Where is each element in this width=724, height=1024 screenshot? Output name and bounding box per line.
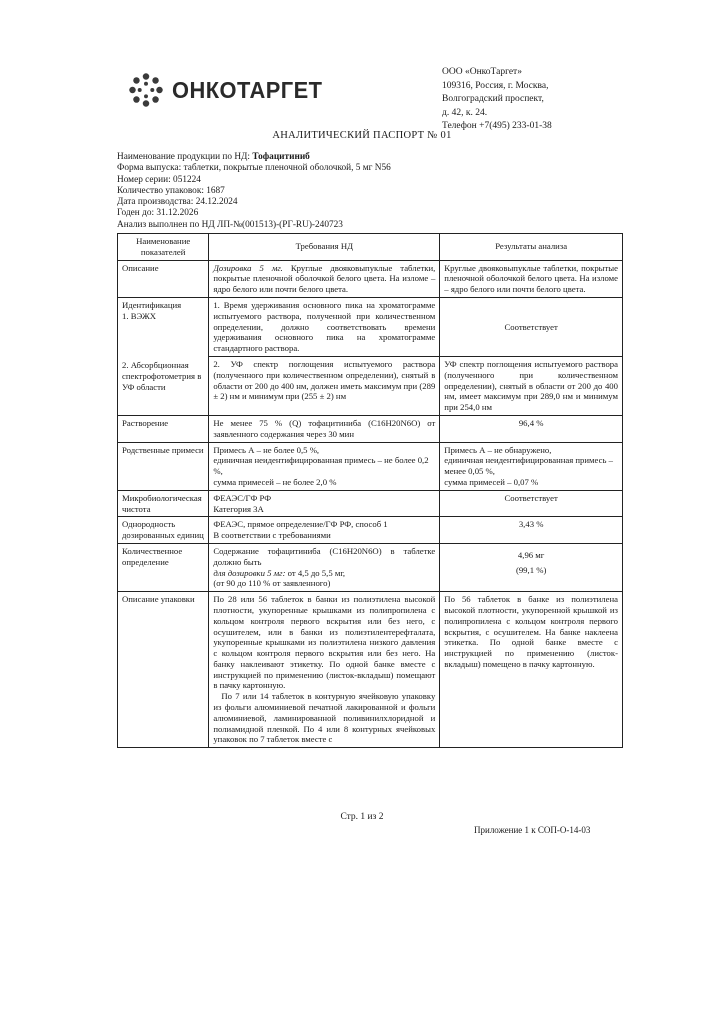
row-name: Родственные примеси [118,442,209,490]
result-cell: УФ спектр поглощения испытуемого раствора (полученного при количественном определении), снятый в области от 200 до 400 нм, имеет максимум при 289,0 нм и минимум при 254,0 нм [440,356,623,415]
result-cell: 4,96 мг (99,1 %) [440,543,623,591]
production-date: Дата производства: 24.12.2024 [117,197,238,208]
header-requirements: Требования НД [209,234,440,261]
result-cell: 96,4 % [440,415,623,442]
company-logo [128,72,330,108]
table-row [118,517,623,544]
series-number: Номер серии: 051224 [117,174,201,185]
requirement-cell: Содержание тофацитиниба (C16H20N6O) в таблетке должно быть для дозировки 5 мг: от 4,5 до 5,5 мг, (от 90 до 110 % от заявленного) [209,543,440,591]
row-name: Микробиологическая чистота [118,490,209,517]
result-cell: Круглые двояковыпуклые таблетки, покрытые пленочной оболочкой белого цвета. На изломе – ядро белого или почти белого цвета. [440,260,623,297]
company-address-line: Волгоградский проспект, [442,94,544,104]
requirement-cell: По 28 или 56 таблеток в банки из полиэтилена высокой плотности, укупоренные крышками из полипропилена с кольцом контроля первого вскрытия или без него, с осушителем, или в банки из полиэтилентерефталата, укупоренные крышками из полиэтилена низкого давления с кольцом контроля первого вскрытия или без него. На банку наклеивают этикетку. По одной банке вместе с инструкцией по применению (листок-вкладыш) помещают в пачку картонную. По 7 или 14 таблеток в контурную ячейковую упаковку из фольги алюминиевой печатной лакированной и фольги алюминиевой, ламинированной поливинилхлоридной и полиамидной пленкой. По 4 или 8 контурных ячейковых упаковок по 7 таблеток вместе с [209,592,440,748]
company-address-line: д. 42, к. 24. [442,107,488,118]
table-row [118,490,623,517]
row-name: Описание [118,260,209,297]
package-count: Количество упаковок: 1687 [117,185,225,196]
expiry-date: Годен до: 31.12.2026 [117,208,199,219]
result-cell: По 56 таблеток в банке из полиэтилена высокой плотности, укупоренной крышкой из полипропилена с кольцом контроля первого вскрытия, с осушителем. На банке наклеена этикетка. По одной банке вместе с инструкцией по применению (листок-вкладыш) помещено в пачку картонную. [440,592,623,748]
requirement-cell: Примесь А – не более 0,5 %, единичная неидентифицированная примесь – не более 0,2 %, сумма примесей – не более 2,0 % [209,442,440,490]
table-row [118,442,623,490]
company-phone: Телефон +7(495) 233-01-38 [442,121,552,131]
result-cell: 3,43 % [440,517,623,544]
requirement-cell: ФЕАЭС/ГФ РФ Категория 3А [209,490,440,517]
requirement-cell: 2. УФ спектр поглощения испытуемого раствора (полученного при количественном определении), снятый в области от 200 до 400 нм, должен иметь максимум при (289 ± 2) нм и минимум при (255 ± 2) нм [209,356,440,415]
company-address-line: 109316, Россия, г. Москва, [442,80,549,91]
table-row [118,260,623,297]
requirement-cell: Дозировка 5 мг. Круглые двояковыпуклые таблетки, покрытые пленочной оболочкой белого цвета. На изломе – ядро белого или почти белого цвета. [209,260,440,297]
result-cell: Соответствует [440,297,623,356]
logo-icon [128,72,164,108]
header-results: Результаты анализа [440,234,623,261]
requirement-cell: Не менее 75 % (Q) тофацитиниба (C16H20N6O) от заявленного содержания через 30 мин [209,415,440,442]
table-row [118,592,623,748]
row-name: 2. Абсорбционная спектрофотометрия в УФ области [118,356,209,415]
header-indicator: Наименование показателей [118,234,209,261]
company-address [442,66,622,134]
appendix-note: Приложение 1 к СОП-О-14-03 [474,825,591,835]
table-row [118,543,623,591]
product-meta [117,152,391,231]
requirement-cell: ФЕАЭС, прямое определение/ГФ РФ, способ 1 В соответствии с требованиями [209,517,440,544]
row-name: Идентификация 1. ВЭЖХ [118,297,209,356]
result-cell: Соответствует [440,490,623,517]
product-name: Наименование продукции по НД: Тофацитиниб [117,152,310,162]
row-name: Описание упаковки [118,592,209,748]
result-cell: Примесь А – не обнаружено, единичная неидентифицированная примесь – менее 0,05 %, сумма примесей – 0,07 % [440,442,623,490]
table-header-row [118,234,623,261]
page-number: Стр. 1 из 2 [340,812,384,822]
analysis-table [117,233,623,748]
table-row [118,415,623,442]
row-name: Однородность дозированных единиц [118,517,209,544]
company-name: ООО «ОнкоТаргет» [442,67,522,77]
logo-text: ОНКОТАРГЕТ [172,76,323,103]
table-row [118,297,623,356]
release-form: Форма выпуска: таблетки, покрытые пленочной оболочкой, 5 мг N56 [117,163,391,174]
row-name: Количественное определение [118,543,209,591]
document-title: АНАЛИТИЧЕСКИЙ ПАСПОРТ № 01 [272,130,452,141]
table-row [118,356,623,415]
requirement-cell: 1. Время удерживания основного пика на хроматограмме испытуемого раствора, полученной при количественном определении, должно соответствовать времени удерживания основного пика на хроматограмме стандартного раствора. [209,297,440,356]
analysis-basis: Анализ выполнен по НД ЛП-№(001513)-(РГ-RU)-240723 [117,219,343,230]
row-name: Растворение [118,415,209,442]
